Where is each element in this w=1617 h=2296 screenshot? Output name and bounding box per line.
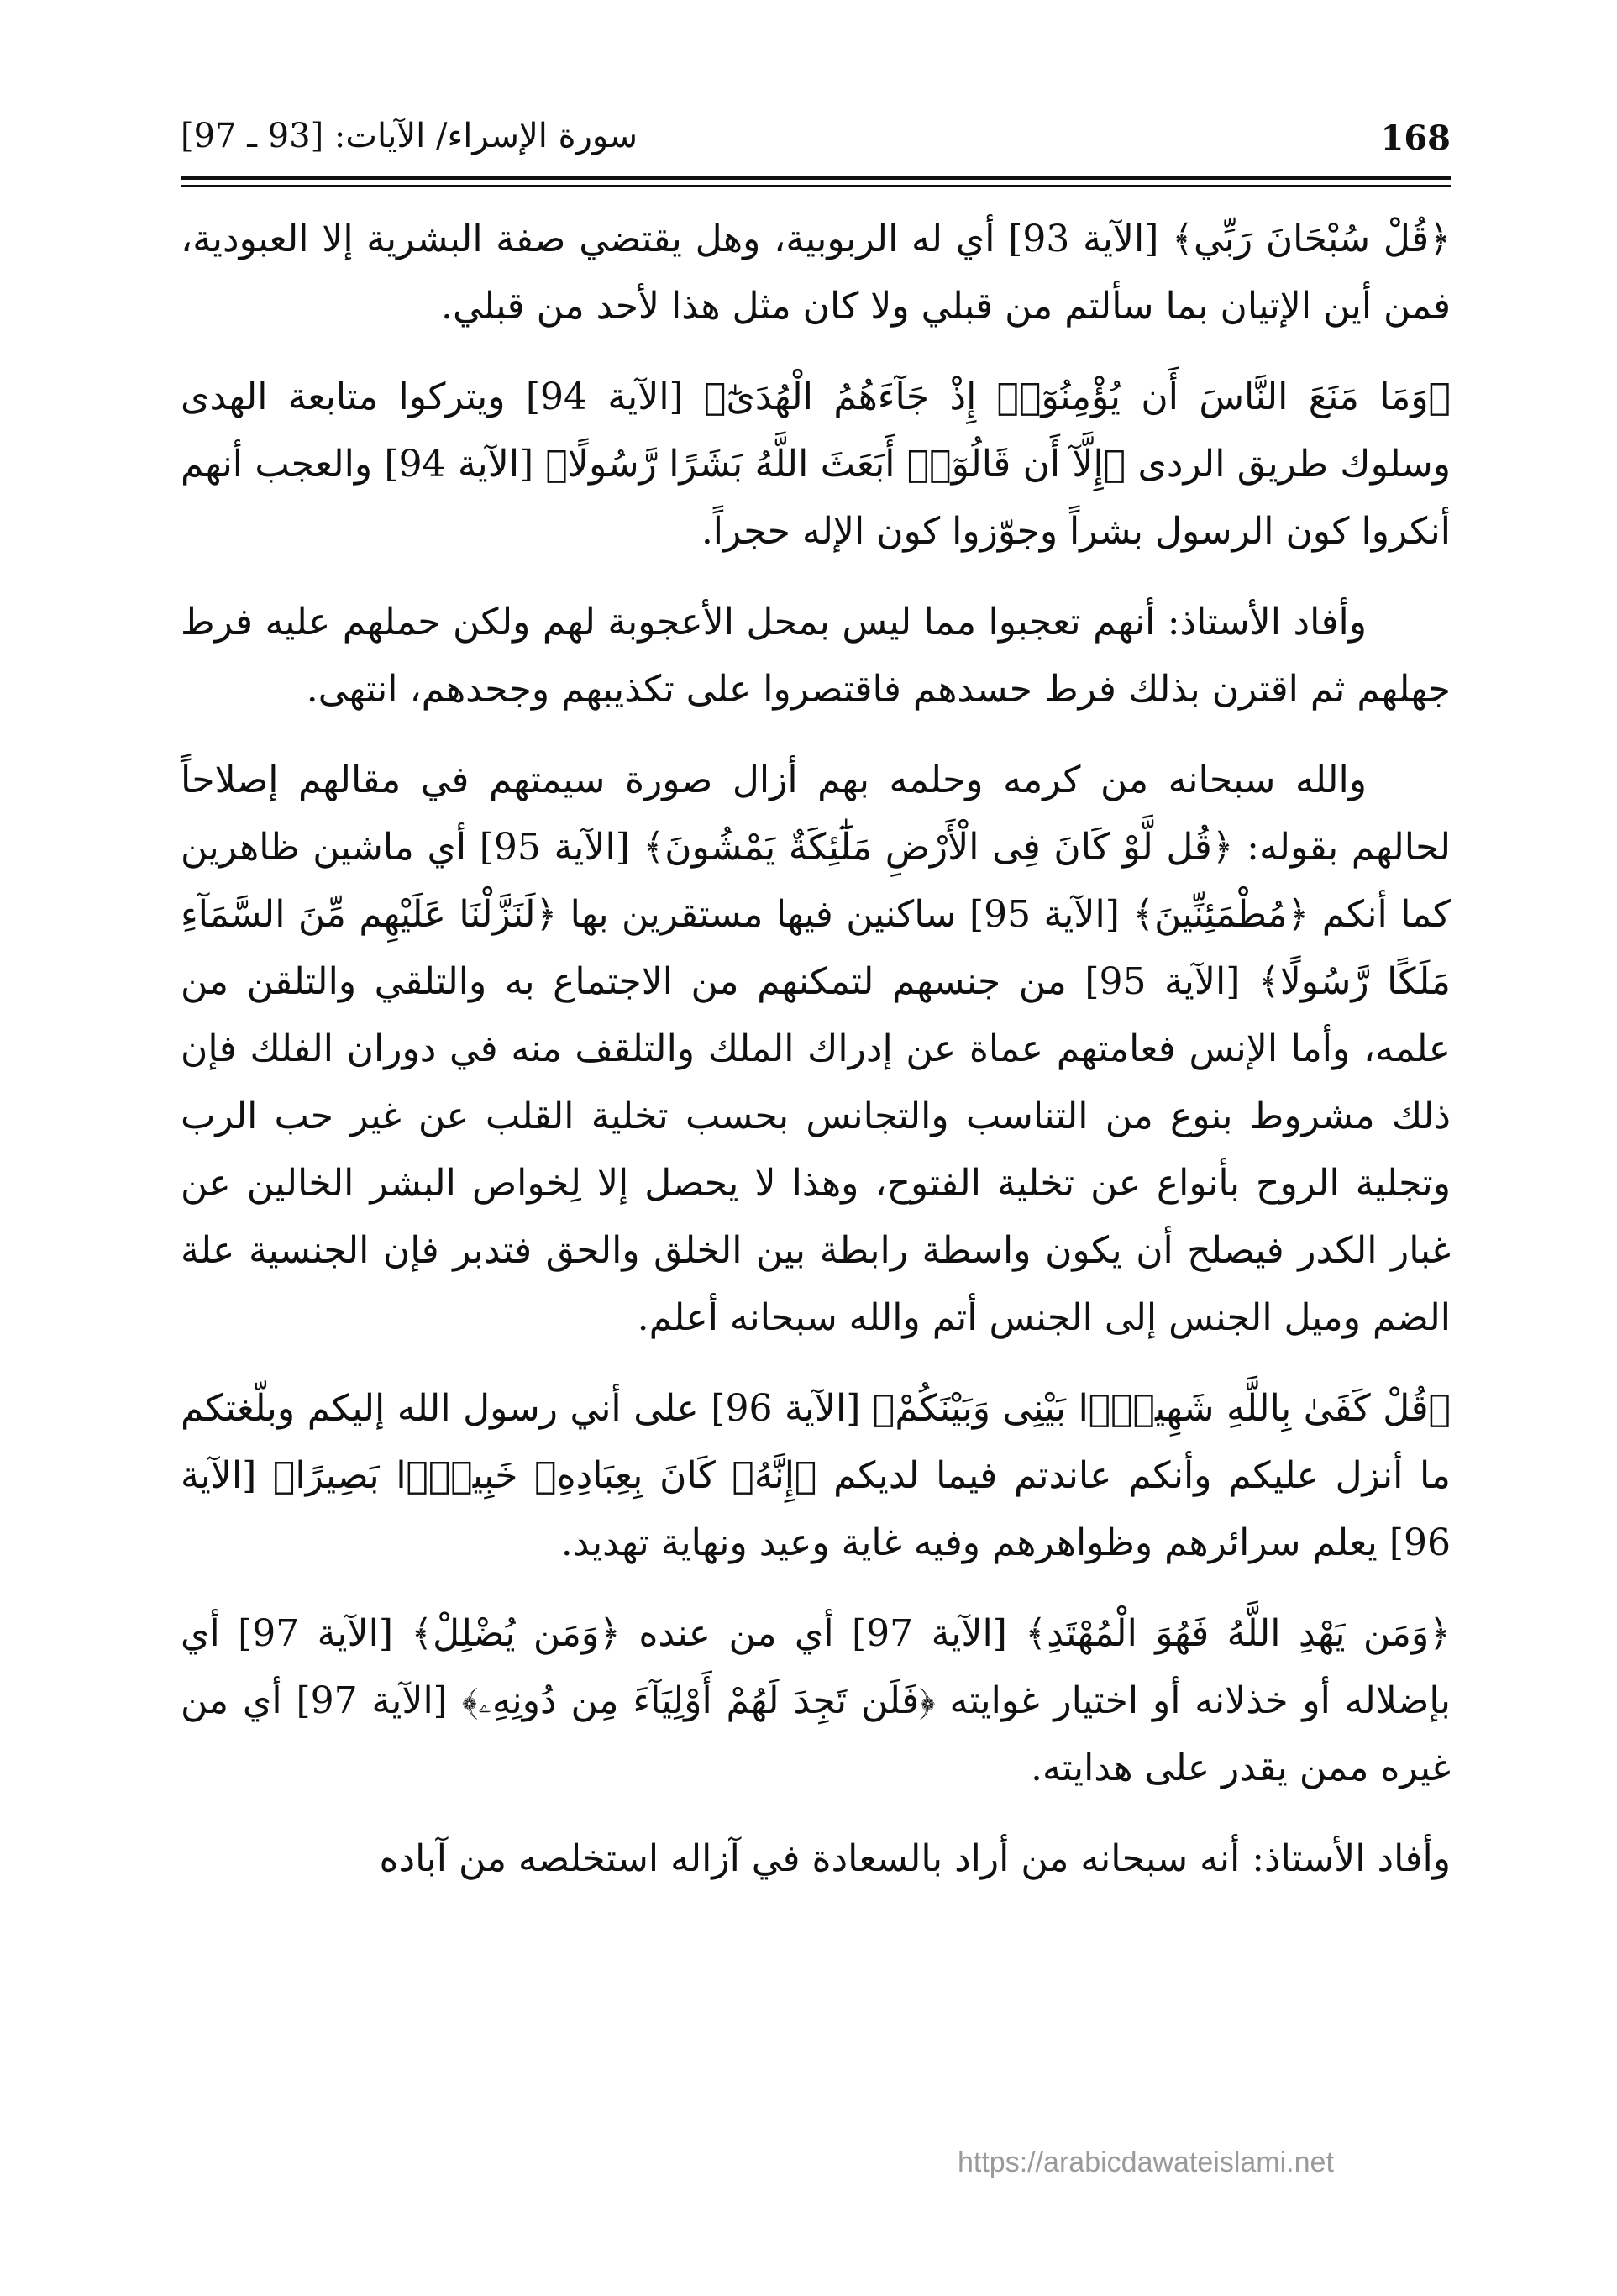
header-rule-thin [181, 185, 1451, 187]
watermark-url: https://arabicdawateislami.net [958, 2146, 1334, 2178]
paragraph-ustadh-comment-1: وأفاد الأستاذ: أنهم تعجبوا مما ليس بمحل الأعجوبة لهم ولكن حملهم عليه فرط جهلهم ثم اقترن بذلك فرط حسدهم فاقتصروا على تكذيبهم وجحدهم، انتهى. [181, 601, 1451, 711]
paragraph-ustadh-comment-2: وأفاد الأستاذ: أنه سبحانه من أراد بالسعادة في آزاله استخلصه من آباده [379, 1837, 1451, 1880]
paragraph-verse-97: ﴿وَمَن يَهْدِ اللَّهُ فَهُوَ الْمُهْتَدِ﴾ [الآية 97] أي من عنده ﴿وَمَن يُضْلِلْ﴾ [الآية 97] أي بإضلاله أو خذلانه أو اختيار غوايته ﴿فَلَن تَجِدَ لَهُمْ أَوْلِيَآءَ مِن دُونِهِۦ﴾ [الآية 97] أي من غيره ممن يقدر على هدايته. [181, 1612, 1451, 1789]
paragraph-verse-94: ﴿وَمَا مَنَعَ النَّاسَ أَن يُؤْمِنُوٓا۟ إِذْ جَآءَهُمُ الْهُدَىٰٓ﴾ [الآية 94] ويتركوا متابعة الهدى وسلوك طريق الردى ﴿إِلَّآ أَن قَالُوٓا۟ أَبَعَثَ اللَّهُ بَشَرًا رَّسُولًا﴾ [الآية 94] والعجب أنهم أنكروا كون الرسول بشراً وجوّزوا كون الإله حجراً. [181, 376, 1451, 553]
running-title: سورة الإسراء/ الآيات: [93 ـ 97] [181, 117, 638, 155]
paragraph-verse-95: والله سبحانه من كرمه وحلمه بهم أزال صورة سيمتهم في مقالهم إصلاحاً لحالهم بقوله: ﴿قُل لَّوْ كَانَ فِى الْأَرْضِ مَلَٰٓئِكَةٌ يَمْشُونَ﴾ [الآية 95] أي ماشين ظاهرين كما أنكم ﴿مُطْمَئِنِّينَ﴾ [الآية 95] ساكنين فيها مستقرين بها ﴿لَنَزَّلْنَا عَلَيْهِم مِّنَ السَّمَآءِ مَلَكًا رَّسُولًا﴾ [الآية 95] من جنسهم لتمكنهم من الاجتماع به والتلقي والتلقن من علمه، وأما الإنس فعامتهم عماة عن إدراك الملك والتلقف منه في دوران الفلك فإن ذلك مشروط بنوع من التناسب والتجانس بحسب تخلية القلب عن غير حب الرب وتجلية الروح بأنواع عن تخلية الفتوح، وهذا لا يحصل إلا لِخواص البشر الخالين عن غبار الكدر فيصلح أن يكون واسطة رابطة بين الخلق والحق فتدبر فإن الجنسية علة الضم وميل الجنس إلى الجنس أتم والله سبحانه أعلم. [181, 759, 1452, 1339]
page-header [181, 113, 1451, 172]
paragraph-verse-96: ﴿قُلْ كَفَىٰ بِاللَّهِ شَهِيدًۢا بَيْنِى وَبَيْنَكُمْ﴾ [الآية 96] على أني رسول الله إليكم وبلّغتكم ما أنزل عليكم وأنكم عاندتم فيما لديكم ﴿إِنَّهُۥ كَانَ بِعِبَادِهِۦ خَبِيرًۢا بَصِيرًا﴾ [الآية 96] يعلم سرائرهم وظواهرهم وفيه غاية وعيد ونهاية تهديد. [181, 1387, 1452, 1564]
paragraph-verse-93: ﴿قُلْ سُبْحَانَ رَبِّي﴾ [الآية 93] أي له الربوبية، وهل يقتضي صفة البشرية إلا العبودية، فمن أين الإتيان بما سألتم من قبلي ولا كان مثل هذا لأحد من قبلي. [181, 218, 1451, 328]
body-text [181, 206, 1451, 1916]
page-number: 168 [1380, 118, 1451, 158]
header-rule-thick [181, 176, 1451, 180]
